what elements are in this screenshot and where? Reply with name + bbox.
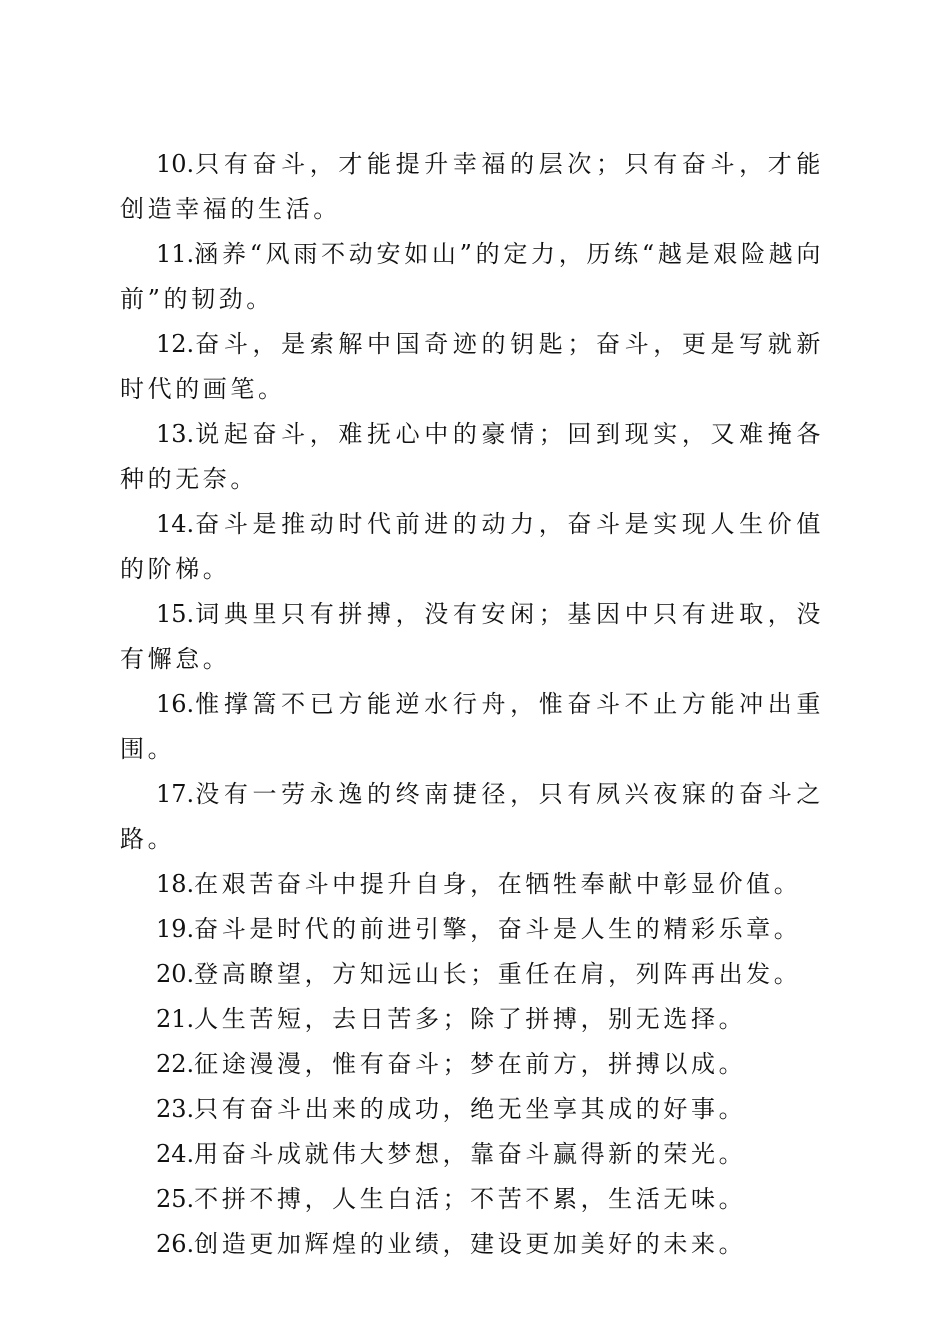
item-text: 惟撑篙不已方能逆水行舟，惟奋斗不止方能冲出重围。 (120, 690, 824, 763)
item-number: 14. (156, 510, 195, 538)
list-item (120, 1222, 824, 1267)
item-number: 15. (156, 600, 195, 628)
item-number: 11. (156, 240, 195, 268)
item-text: 说起奋斗，难抚心中的豪情；回到现实，又难掩各种的无奈。 (120, 420, 824, 493)
item-text: 在艰苦奋斗中提升自身，在牺牲奉献中彰显价值。 (194, 870, 802, 898)
list-item (120, 322, 824, 412)
item-text: 只有奋斗出来的成功，绝无坐享其成的好事。 (194, 1095, 747, 1123)
list-item (120, 1132, 824, 1177)
list-item (120, 502, 824, 592)
item-number: 25. (156, 1185, 195, 1213)
item-text: 不拼不搏，人生白活；不苦不累，生活无味。 (194, 1185, 747, 1213)
item-text: 没有一劳永逸的终南捷径，只有夙兴夜寐的奋斗之路。 (120, 780, 824, 853)
list-item (120, 682, 824, 772)
item-text: 奋斗是时代的前进引擎，奋斗是人生的精彩乐章。 (194, 915, 802, 943)
list-item (120, 952, 824, 997)
item-number: 18. (156, 870, 195, 898)
item-text: 登高瞭望，方知远山长；重任在肩，列阵再出发。 (194, 960, 802, 988)
item-number: 10. (156, 150, 195, 178)
item-text: 人生苦短，去日苦多；除了拼搏，别无选择。 (194, 1005, 747, 1033)
item-number: 13. (156, 420, 195, 448)
item-number: 19. (156, 915, 195, 943)
item-text: 奋斗，是索解中国奇迹的钥匙；奋斗，更是写就新时代的画笔。 (120, 330, 824, 403)
item-number: 21. (156, 1005, 195, 1033)
list-item (120, 1177, 824, 1222)
item-number: 12. (156, 330, 195, 358)
item-text: 词典里只有拼搏，没有安闲；基因中只有进取，没有懈怠。 (120, 600, 824, 673)
item-number: 24. (156, 1140, 195, 1168)
list-item (120, 997, 824, 1042)
item-number: 20. (156, 960, 195, 988)
item-text: 只有奋斗，才能提升幸福的层次；只有奋斗，才能创造幸福的生活。 (120, 150, 824, 223)
item-number: 23. (156, 1095, 195, 1123)
item-text: 用奋斗成就伟大梦想，靠奋斗赢得新的荣光。 (194, 1140, 747, 1168)
list-item (120, 1087, 824, 1132)
item-number: 22. (156, 1050, 195, 1078)
item-text: 涵养“风雨不动安如山”的定力，历练“越是艰险越向前”的韧劲。 (120, 240, 824, 313)
list-item (120, 907, 824, 952)
item-number: 26. (156, 1230, 195, 1258)
list-item (120, 592, 824, 682)
item-number: 16. (156, 690, 195, 718)
list-item (120, 412, 824, 502)
list-item (120, 862, 824, 907)
list-item (120, 232, 824, 322)
list-item (120, 1042, 824, 1087)
quote-list (120, 142, 824, 1267)
item-text: 奋斗是推动时代前进的动力，奋斗是实现人生价值的阶梯。 (120, 510, 824, 583)
list-item (120, 142, 824, 232)
item-text: 征途漫漫，惟有奋斗；梦在前方，拼搏以成。 (194, 1050, 747, 1078)
item-number: 17. (156, 780, 195, 808)
item-text: 创造更加辉煌的业绩，建设更加美好的未来。 (194, 1230, 747, 1258)
list-item (120, 772, 824, 862)
